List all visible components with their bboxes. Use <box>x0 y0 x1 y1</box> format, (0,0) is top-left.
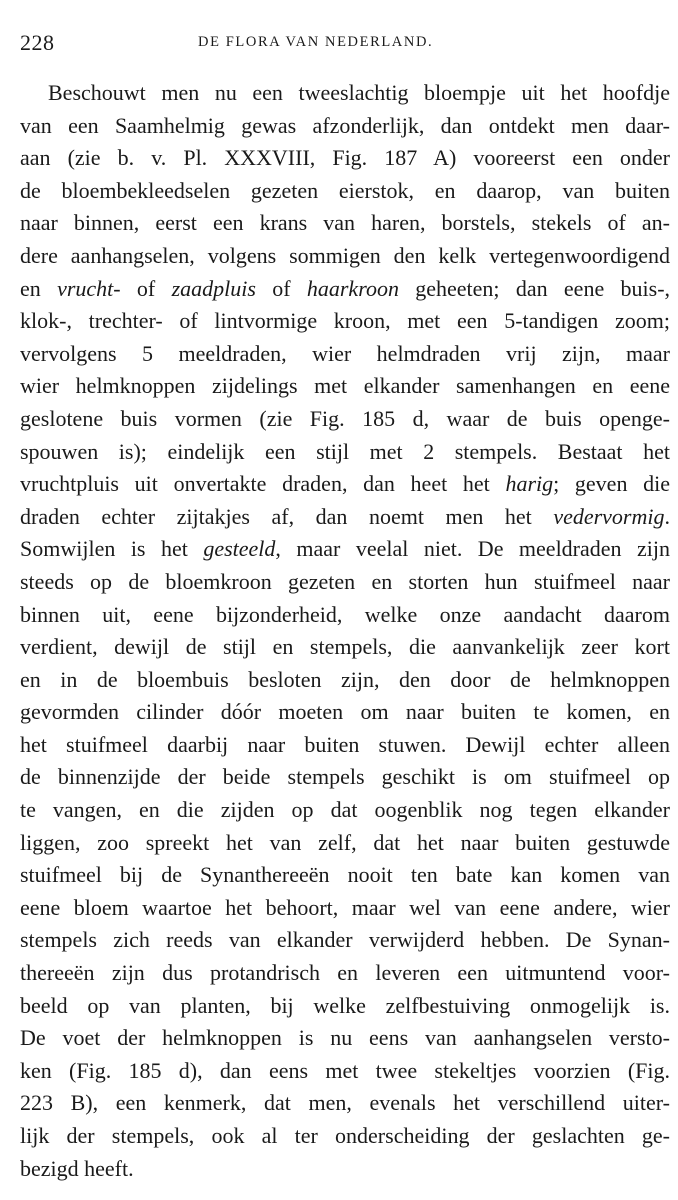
text-line: dere aanhangselen, volgens sommigen den kelk vertegenwoordigend <box>20 242 670 268</box>
italic-term: gesteeld <box>203 536 276 562</box>
text-segment: ; geven die <box>553 471 670 497</box>
text-line: thereeën zijn dus protandrisch en leveren een uitmuntend voor- <box>20 960 670 986</box>
italic-term: vedervormig <box>553 503 665 529</box>
text-line: stuifmeel bij de Synanthereeën nooit ten bate kan komen van <box>20 862 670 888</box>
italic-term: harig <box>505 471 554 497</box>
text-line: het stuifmeel daarbij naar buiten stuwen. Dewijl echter alleen <box>20 731 670 757</box>
page-number: 228 <box>20 30 55 55</box>
text-line-with-italics <box>20 533 670 566</box>
text-line: binnen uit, eene bijzonderheid, welke onze aandacht daarom <box>20 601 670 627</box>
text-line: lijk der stempels, ook al ter onderscheiding der geslachten ge- <box>20 1123 670 1148</box>
text-line-with-italics <box>20 273 670 306</box>
text-line-with-italics <box>20 468 670 501</box>
text-line: aan (zie b. v. Pl. XXXVIII, Fig. 187 A) vooreerst een onder <box>20 145 670 171</box>
italic-term: zaadpluis <box>171 275 256 301</box>
text-segment: en <box>20 275 58 301</box>
text-line: geslotene buis vormen (zie Fig. 185 d, waar de buis opengе- <box>20 405 670 431</box>
text-line: steeds op de bloemkroon gezeten en storten hun stuifmeel naar <box>20 568 670 594</box>
text-line: wier helmknoppen zijdelings met elkander samenhangen en eene <box>20 373 670 399</box>
italic-term: vrucht- <box>57 275 121 301</box>
body-text <box>20 77 670 1185</box>
running-title: DE FLORA VAN NEDERLAND. <box>198 34 434 50</box>
text-segment: of <box>255 275 307 301</box>
text-segment: of <box>120 275 172 301</box>
page-header <box>20 24 658 64</box>
text-line: naar binnen, eerst een krans van haren, borstels, stekels of an- <box>20 210 670 236</box>
text-segment: Somwijlen is het <box>20 536 204 562</box>
text-segment: vruchtpluis uit onvertakte draden, dan heet het <box>20 471 506 497</box>
text-line: de bloembekleedselen gezeten eierstok, en daarop, van buiten <box>20 177 670 203</box>
text-line: verdient, dewijl de stijl en stempels, die aanvankelijk zeer kort <box>20 634 670 660</box>
text-line: klok-, trechter- of lintvormige kroon, met een 5-tandigen zoom; <box>20 308 670 334</box>
text-line: bezigd heeft. <box>20 1155 134 1181</box>
text-line: liggen, zoo spreekt het van zelf, dat het naar buiten gestuwde <box>20 829 670 855</box>
text-line: gevormden cilinder dóór moeten om naar buiten te komen, en <box>20 699 670 725</box>
text-segment: geheeten; dan eene buis-, <box>398 275 671 301</box>
text-line: te vangen, en die zijden op dat oogenblik nog tegen elkander <box>20 797 670 823</box>
text-line: ken (Fig. 185 d), dan eens met twee stekeltjes voorzien (Fig. <box>20 1057 670 1083</box>
text-line: stempels zich reeds van elkander verwijderd hebben. De Synan- <box>20 927 670 953</box>
italic-term: haarkroon <box>306 275 399 301</box>
text-line-with-italics <box>20 501 670 534</box>
text-line: en in de bloembuis besloten zijn, den door de helmknoppen <box>20 666 670 692</box>
text-line: eene bloem waartoe het behoort, maar wel van eene andere, wier <box>20 894 670 920</box>
text-line: beeld op van planten, bij welke zelfbestuiving onmogelijk is. <box>20 992 670 1018</box>
text-segment: draden echter zijtakjes af, dan noemt men het <box>20 503 554 529</box>
text-line: spouwen is); eindelijk een stijl met 2 stempels. Bestaat het <box>20 438 670 464</box>
text-segment: , maar veelal niet. De meeldraden zijn <box>275 536 671 562</box>
text-line: De voet der helmknoppen is nu eens van aanhangselen versto- <box>20 1025 670 1051</box>
text-segment: . <box>664 503 670 529</box>
text-line: de binnenzijde der beide stempels geschikt is om stuifmeel op <box>20 764 670 790</box>
text-line: 223 B), een kenmerk, dat men, evenals het verschillend uiter- <box>20 1090 670 1116</box>
text-line: vervolgens 5 meeldraden, wier helmdraden vrij zijn, maar <box>20 340 670 366</box>
text-line: van een Saamhelmig gewas afzonderlijk, dan ontdekt men daar- <box>20 112 670 138</box>
text-line: Beschouwt men nu een tweeslachtig bloempje uit het hoofdje <box>48 80 670 105</box>
